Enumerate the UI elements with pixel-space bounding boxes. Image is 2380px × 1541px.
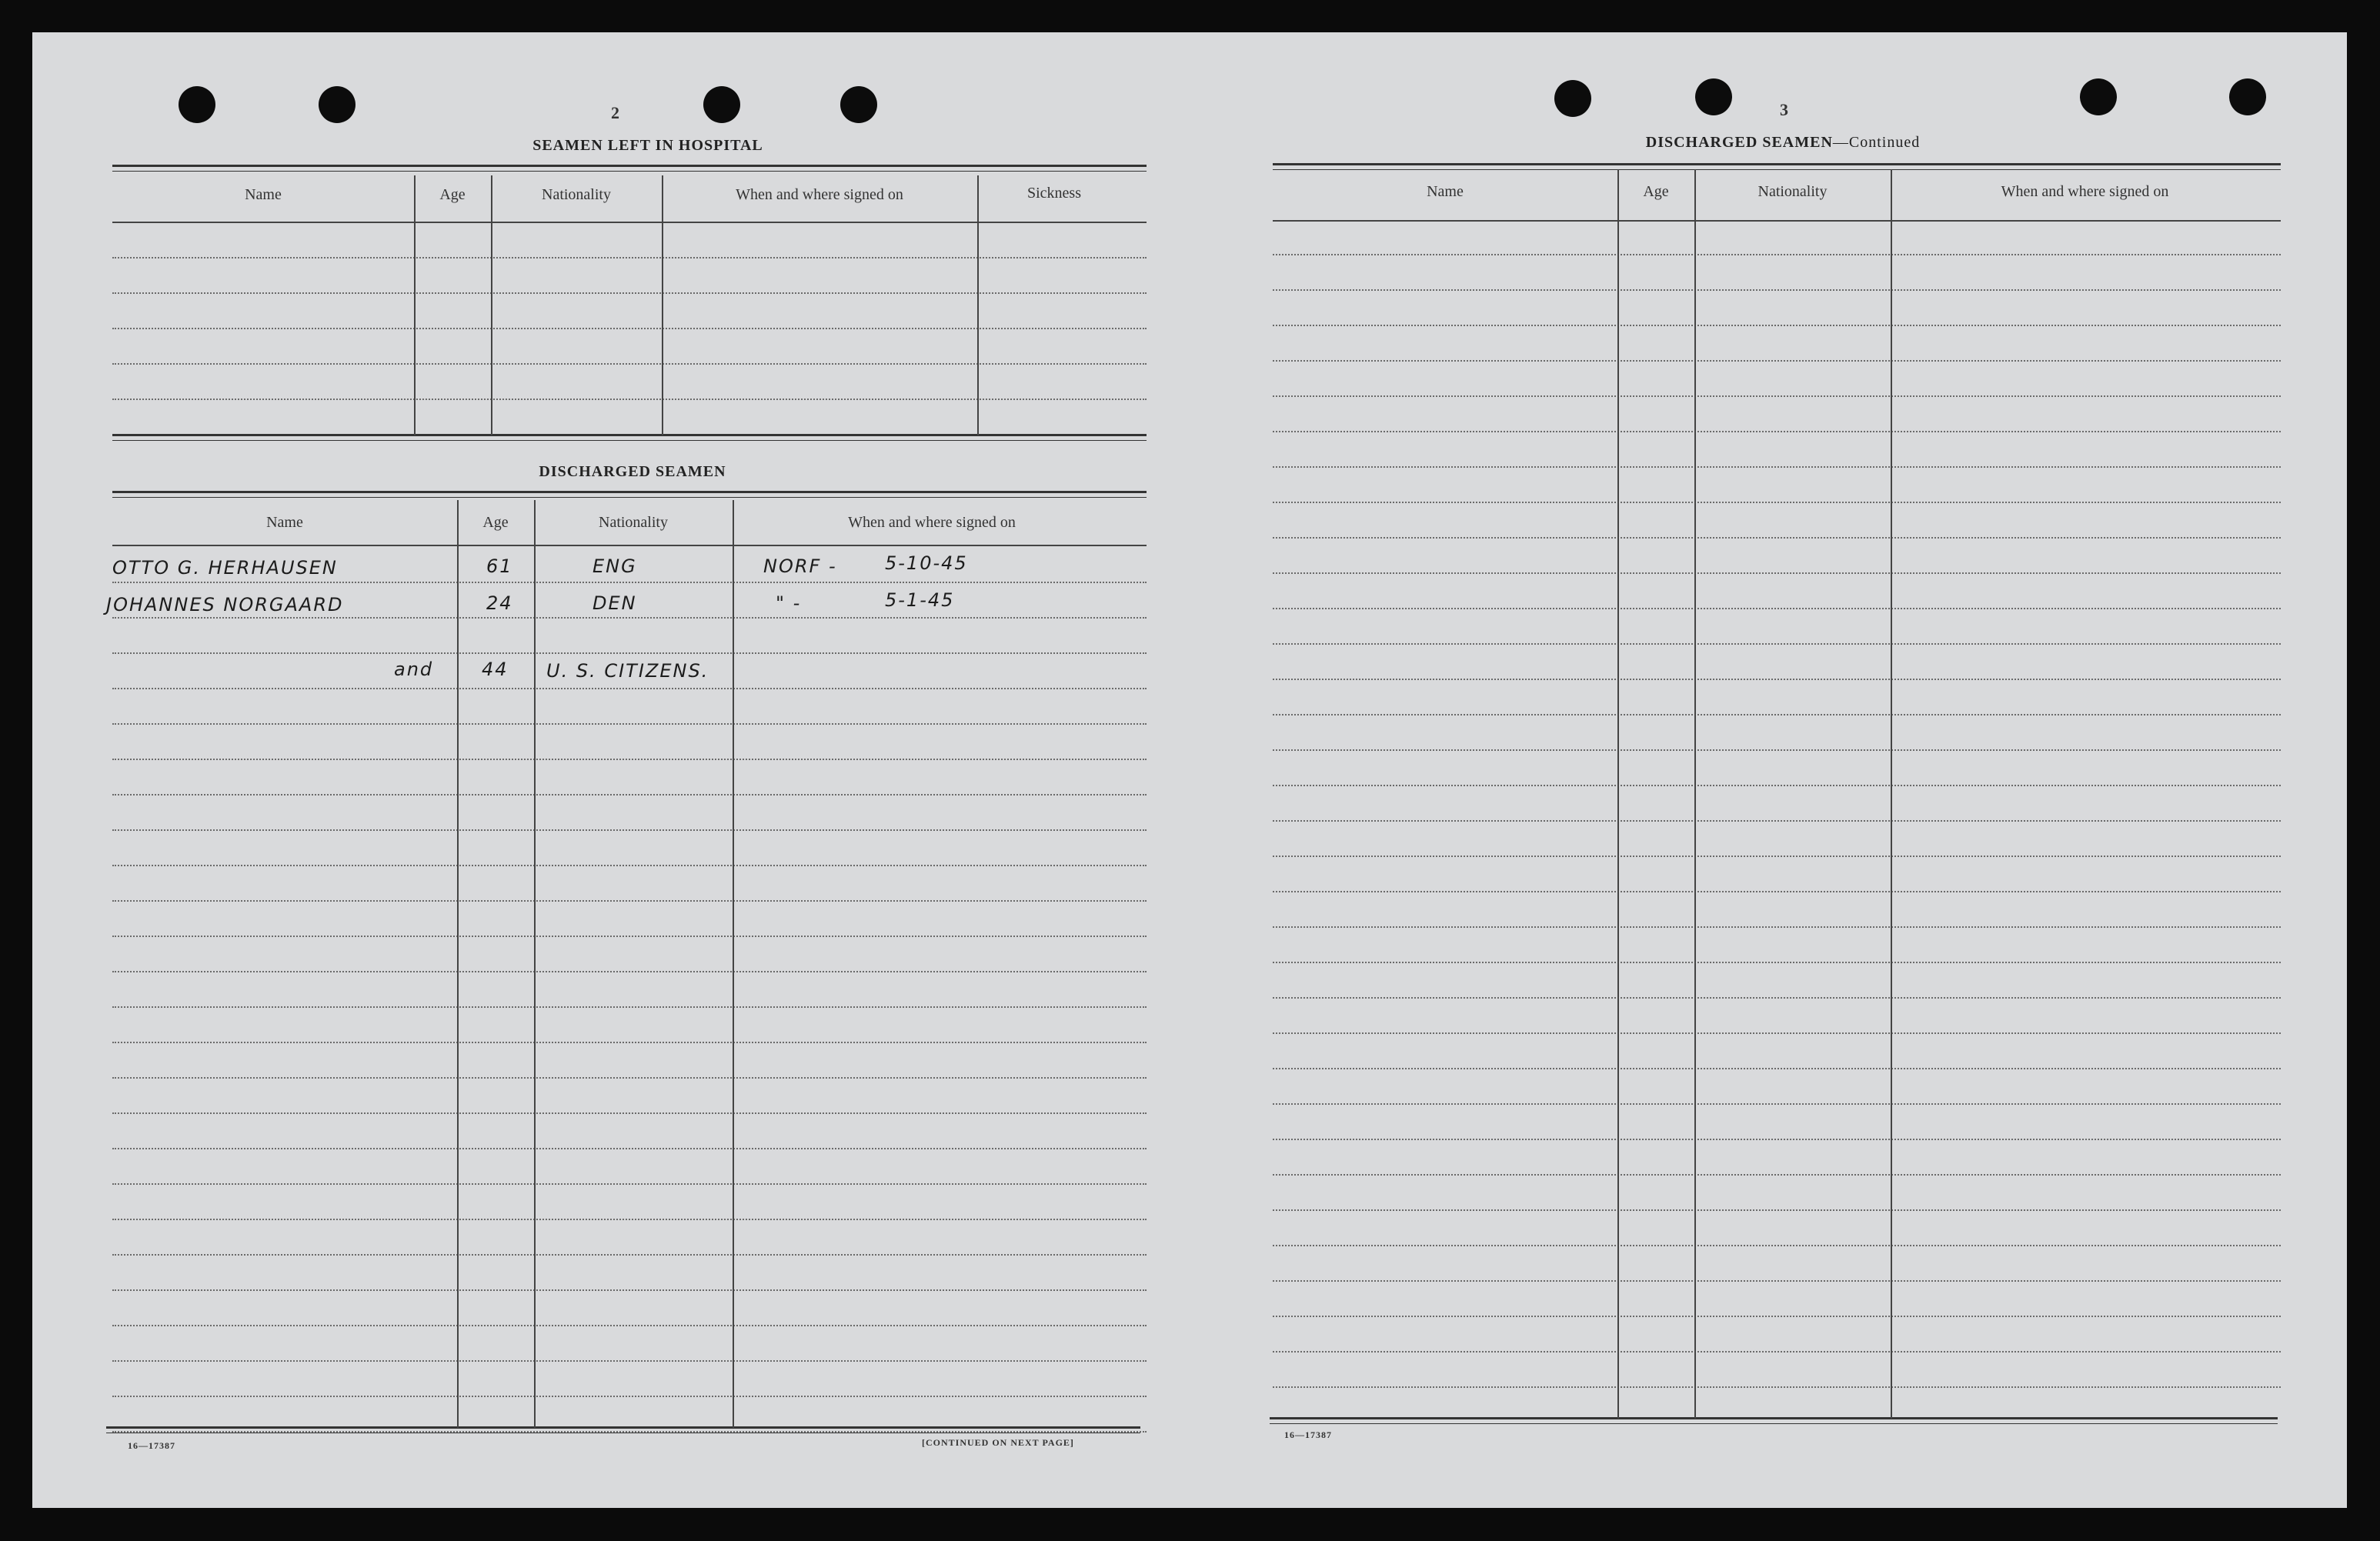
discharged-row-line	[112, 900, 1147, 902]
discharged-row-line	[112, 1148, 1147, 1149]
right-title-suffix: —Continued	[1832, 134, 1921, 151]
discharged-row-line	[112, 936, 1147, 937]
right-row-line	[1273, 608, 2281, 609]
discharged-row-line	[112, 688, 1147, 689]
page-number: 3	[1780, 100, 1788, 119]
right-row-line	[1273, 891, 2281, 892]
continued-note: [CONTINUED ON NEXT PAGE]	[922, 1437, 1074, 1448]
hospital-col-divider	[977, 175, 979, 435]
right-row-line	[1273, 1280, 2281, 1282]
discharged-row-line	[112, 829, 1147, 831]
hospital-col-divider	[491, 175, 492, 435]
right-row-line	[1273, 714, 2281, 715]
right-bottom-rule	[1270, 1417, 2278, 1424]
row2-nationality: DEN	[592, 592, 637, 614]
right-row-line	[1273, 1139, 2281, 1140]
discharged-row-line	[112, 1183, 1147, 1185]
discharged-col-signed-on: When and where signed on	[848, 514, 1016, 531]
right-row-line	[1273, 502, 2281, 503]
discharged-row-line	[112, 1289, 1147, 1291]
hospital-row-line	[112, 292, 1147, 294]
punch-hole	[703, 86, 740, 123]
discharged-row-line	[112, 1396, 1147, 1397]
hospital-col-signed-on: When and where signed on	[736, 186, 903, 203]
discharged-header-rule	[112, 545, 1147, 546]
row1-date: 5-10-45	[885, 552, 968, 574]
punch-hole	[1695, 78, 1732, 115]
punch-hole	[2080, 78, 2117, 115]
right-row-line	[1273, 572, 2281, 574]
right-row-line	[1273, 1316, 2281, 1317]
row2-name: JOHANNES NORGAARD	[106, 594, 344, 615]
document-sheet	[32, 32, 2347, 1508]
right-top-rule	[1273, 163, 2281, 170]
discharged-row-line	[112, 723, 1147, 725]
right-row-line	[1273, 1386, 2281, 1388]
punch-hole	[2229, 78, 2266, 115]
right-row-line	[1273, 820, 2281, 822]
hospital-row-line	[112, 363, 1147, 365]
right-col-name: Name	[1427, 183, 1464, 200]
row1-name: OTTO G. HERHAUSEN	[112, 557, 338, 579]
right-row-line	[1273, 1245, 2281, 1246]
right-row-line	[1273, 537, 2281, 539]
right-row-line	[1273, 254, 2281, 255]
right-col-divider	[1694, 169, 1696, 1419]
discharged-bottom-rule	[106, 1426, 1140, 1433]
discharged-col-divider	[534, 500, 536, 1428]
page-number: 2	[611, 103, 619, 122]
right-page	[1190, 32, 2347, 1508]
hospital-col-nationality: Nationality	[542, 186, 611, 203]
discharged-col-nationality: Nationality	[599, 514, 668, 531]
right-row-line	[1273, 431, 2281, 432]
right-row-line	[1273, 1032, 2281, 1034]
discharged-row-line	[112, 794, 1147, 796]
punch-hole	[179, 86, 215, 123]
discharged-row-line	[112, 1112, 1147, 1114]
hospital-bottom-rule	[112, 434, 1147, 441]
discharged-row-line	[112, 1360, 1147, 1362]
discharged-col-name: Name	[266, 514, 303, 531]
hospital-row-line	[112, 257, 1147, 259]
hospital-col-divider	[414, 175, 416, 435]
right-col-divider	[1891, 169, 1892, 1419]
discharged-row-line	[112, 1254, 1147, 1256]
right-row-line	[1273, 360, 2281, 362]
note-text: U. S. CITIZENS.	[546, 660, 709, 682]
form-number: 16—17387	[1284, 1429, 1332, 1440]
row2-place: " -	[776, 592, 802, 614]
right-col-age: Age	[1643, 183, 1669, 200]
hospital-col-sickness: Sickness	[1027, 185, 1081, 202]
right-row-line	[1273, 395, 2281, 397]
discharged-col-divider	[733, 500, 734, 1428]
right-row-line	[1273, 1174, 2281, 1176]
right-row-line	[1273, 1209, 2281, 1211]
right-col-nationality: Nationality	[1757, 183, 1828, 200]
discharged-row-line	[112, 971, 1147, 972]
right-row-line	[1273, 962, 2281, 963]
row1-place: NORF -	[763, 555, 837, 577]
discharged-top-rule	[112, 491, 1147, 498]
discharged-row-line	[112, 1077, 1147, 1079]
discharged-row-line	[112, 1325, 1147, 1326]
right-row-line	[1273, 325, 2281, 326]
note-prefix: and	[394, 659, 434, 680]
right-section-title	[1514, 134, 2052, 152]
row2-age: 24	[486, 592, 513, 614]
right-row-line	[1273, 1351, 2281, 1353]
right-title-main: DISCHARGED SEAMEN	[1645, 134, 1833, 151]
hospital-col-divider	[662, 175, 663, 435]
discharged-row-line	[112, 1219, 1147, 1220]
hospital-section-title: SEAMEN LEFT IN HOSPITAL	[532, 137, 763, 154]
left-page	[32, 32, 1187, 1508]
right-row-line	[1273, 926, 2281, 928]
right-col-signed-on: When and where signed on	[2001, 183, 2169, 200]
discharged-row-line	[112, 1042, 1147, 1043]
discharged-row-line	[112, 582, 1147, 583]
discharged-row-line	[112, 865, 1147, 866]
right-col-divider	[1617, 169, 1619, 1419]
right-header-rule	[1273, 220, 2281, 222]
discharged-col-divider	[457, 500, 459, 1428]
row1-nationality: ENG	[592, 555, 637, 577]
right-row-line	[1273, 679, 2281, 680]
right-row-line	[1273, 749, 2281, 751]
hospital-row-line	[112, 328, 1147, 329]
hospital-col-age: Age	[439, 186, 466, 203]
right-row-line	[1273, 997, 2281, 999]
punch-hole	[319, 86, 355, 123]
discharged-col-age: Age	[482, 514, 509, 531]
right-row-line	[1273, 1068, 2281, 1069]
right-row-line	[1273, 643, 2281, 645]
form-number: 16—17387	[128, 1440, 175, 1451]
punch-hole	[840, 86, 877, 123]
hospital-header-rule	[112, 222, 1147, 223]
row1-age: 61	[486, 555, 513, 577]
right-row-line	[1273, 289, 2281, 291]
right-row-line	[1273, 1103, 2281, 1105]
discharged-row-line	[112, 1006, 1147, 1008]
punch-hole	[1554, 80, 1591, 117]
discharged-row-line	[112, 617, 1147, 619]
hospital-col-name: Name	[245, 186, 282, 203]
discharged-row-line	[112, 759, 1147, 760]
hospital-row-line	[112, 399, 1147, 400]
discharged-section-title: DISCHARGED SEAMEN	[539, 463, 726, 480]
hospital-top-rule	[112, 165, 1147, 172]
right-row-line	[1273, 785, 2281, 786]
right-row-line	[1273, 856, 2281, 857]
note-age: 44	[482, 659, 509, 680]
right-row-line	[1273, 466, 2281, 468]
row2-date: 5-1-45	[885, 589, 955, 611]
discharged-row-line	[112, 652, 1147, 654]
